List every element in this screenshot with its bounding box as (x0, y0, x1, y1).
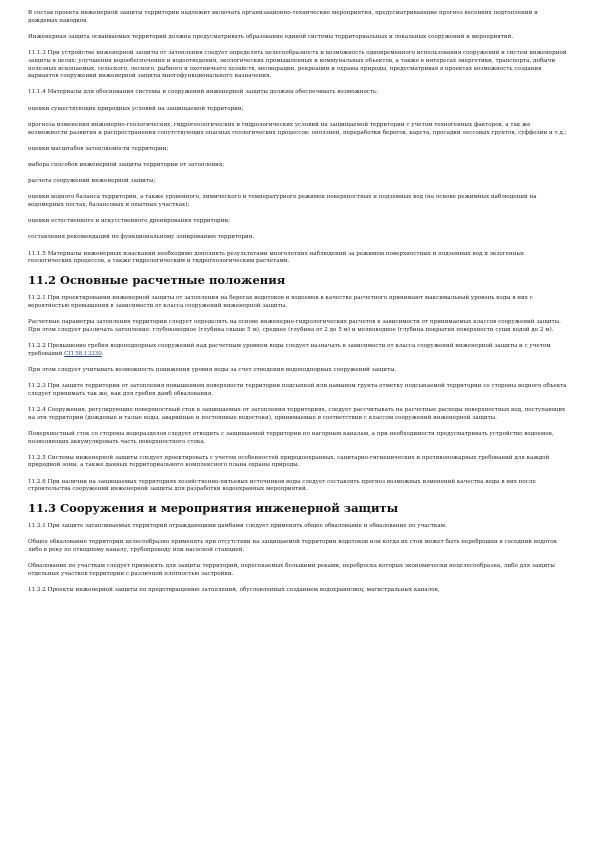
list-item: расчета сооружений инженерной защиты; (28, 178, 156, 185)
paragraph: 11.2.5 Системы инженерной защиты следует проектировать с учетом особенностей природоохранных, санитарно-гигиенических и противопожарных требований для каждой природной зоны, а также данных территориального комплексного плана охраны природы. (28, 454, 550, 469)
list-item: выбора способов инженерной защиты территории от затопления; (28, 161, 225, 168)
paragraph: 11.1.5 Материалы инженерных изысканий необходимо дополнять результатами многолетних наблюдений за режимом поверхностных и подземных вод и экзогенных геологических процессов, а также гидрологическим и гидрогеологическим расчетами. (28, 250, 525, 265)
standard-reference-link[interactable]: СП 58.13330 (64, 350, 102, 357)
list-item: прогноза изменения инженерно-геологических, гидрогеологических и гидрологических условий на защищаемой территории с учетом техногенных факторов, а так же возможности развития и распространения сопутствующих опасных геологических процессов: оползней, переработки берегов, карста, просадки лессовых грунтов, суффозии и т.д.; (28, 121, 567, 136)
section-heading: 11.3 Сооружения и мероприятия инженерной защиты (28, 501, 399, 516)
paragraph: 11.2.1 При проектировании инженерной защиты от затопления на берегах водотоков и водоемов в качестве расчетного принимают максимальный уровень воды в них с вероятностью превышения в зависимости от класса сооружений инженерной защиты. (28, 295, 533, 309)
section-heading: 11.2 Основные расчетные положения (28, 273, 286, 288)
paragraph: Обвалование по участкам следует применять для защиты территорий, пересекаемых большими реками, переброска которых экономически нецелесообразна, либо для защиты отдельных участков территории с различной плотностью застройки. (28, 563, 555, 577)
paragraph: 11.3.1 При защите затапливаемых территорий ограждающими дамбами следует применять общее обвалование и обвалование по участкам. (28, 523, 447, 530)
paragraph: 11.2.6 При наличии на защищаемых территориях хозяйственно-питьевых источников воды следует составлять прогноз возможных изменений качества воды в них после строительства сооружений инженерной защиты для разработки водоохранных мероприятий. (28, 478, 536, 493)
list-item: оценки водного баланса территории, а также уровенного, химического и температурного режимов поверхностных и подземных вод (на основе режимных наблюдений на водомерных постах, балансовых и опытных участках); (28, 194, 537, 209)
document-page (28, 10, 568, 603)
list-item: оценки естественного и искусственного дренирования территории; (28, 218, 230, 225)
paragraph: 11.1.4 Материалы для обоснования системы и сооружений инженерной защиты должны обеспечивать возможность: (28, 89, 378, 96)
paragraph-text-end: . (101, 350, 104, 357)
paragraph: 11.3.2 Проекты инженерной защиты по предотвращению затоплений, обусловленных созданием водохранилищ, магистральных каналов, (28, 587, 440, 594)
paragraph: Поверхностный сток со стороны водоразделов следует отводить с защищаемой территории по нагорным каналам, а при необходимости предусматривать устройство водоемов, позволяющих аккумулировать часть поверхностного стока. (28, 430, 554, 445)
paragraph: 11.2.4 Сооружения, регулирующие поверхностный сток в защищаемых от затопления территориях, следует рассчитывать на расчетные расходы поверхностных вод, поступающих на эти территории (дождевые и талые воды, аварийные и постоянные водостоки), принимаемые в соответствии с классом сооружений инженерной защиты. (28, 406, 566, 421)
paragraph-with-link (28, 343, 568, 358)
list-item: оценки масштабов затопляемости территории; (28, 145, 169, 152)
paragraph: При этом следует учитывать возможность понижения уровня воды за счет отведения водоподпорных сооружений защиты. (28, 366, 397, 373)
list-item: оценки существующих природных условий на защищаемой территории; (28, 105, 244, 112)
paragraph: 11.2.3 При защите территории от затопления повышением поверхности территории подсыпкой или намывом грунта отметку подсыпаемой территории со стороны водного объекта следует принимать так же, как для гребня дамб обвалования. (28, 382, 567, 397)
paragraph: 11.1.3 При устройстве инженерной защиты от затопления следует определять целесообразность и возможность одновременного использования сооружений и систем инженерной защиты в целях: улучшения водообеспечения и водоотведения, экологических промышленных и коммунальных объектов, а также в интересах энергетики, транспорта, добычи полезных ископаемых, сельского, лесного, рыбного и охотничьего хозяйств, мелиорации, рекреации и охраны природы, предусматривая в проектах возможность создания вариантов сооружений инженерной защиты многофункционального назначения. (28, 50, 567, 80)
paragraph: Расчетные параметры затопления территории следует определять на основе инженерно-гидрологических расчетов в зависимости от принимаемых классов сооружений защиты. При этом следует различать затопление: глубоководное (глубина свыше 5 м), среднее (глубина от 2 до 5 м) и мелководное (глубина покрытия поверхности суши водой до 2 м). (28, 318, 561, 333)
paragraph: Инженерная защита осваиваемых территорий должна предусматривать образование единой системы территориальных и локальных сооружений и мероприятий. (28, 33, 514, 40)
list-item: составления рекомендаций по функциональному зонированию территории. (28, 234, 255, 241)
paragraph: Общее обвалование территории целесообразно применять при отсутствии на защищаемой территории водотоков или когда их сток может быть переброшен в соседний водоток либо в реку по отводному каналу, трубопроводу или насосной станцией. (28, 539, 558, 553)
paragraph: В состав проекта инженерной защиты территории надлежит включать организационно-технические мероприятия, предусматривающие прогноз весенних подтоплений и дождевых паводков. (28, 10, 538, 24)
paragraph-text: 11.2.2 Превышение гребня водоподпорных сооружений над расчетным уровнем воды следует назначать в зависимости от класса сооружений инженерной защиты и с учетом требований (28, 342, 551, 357)
